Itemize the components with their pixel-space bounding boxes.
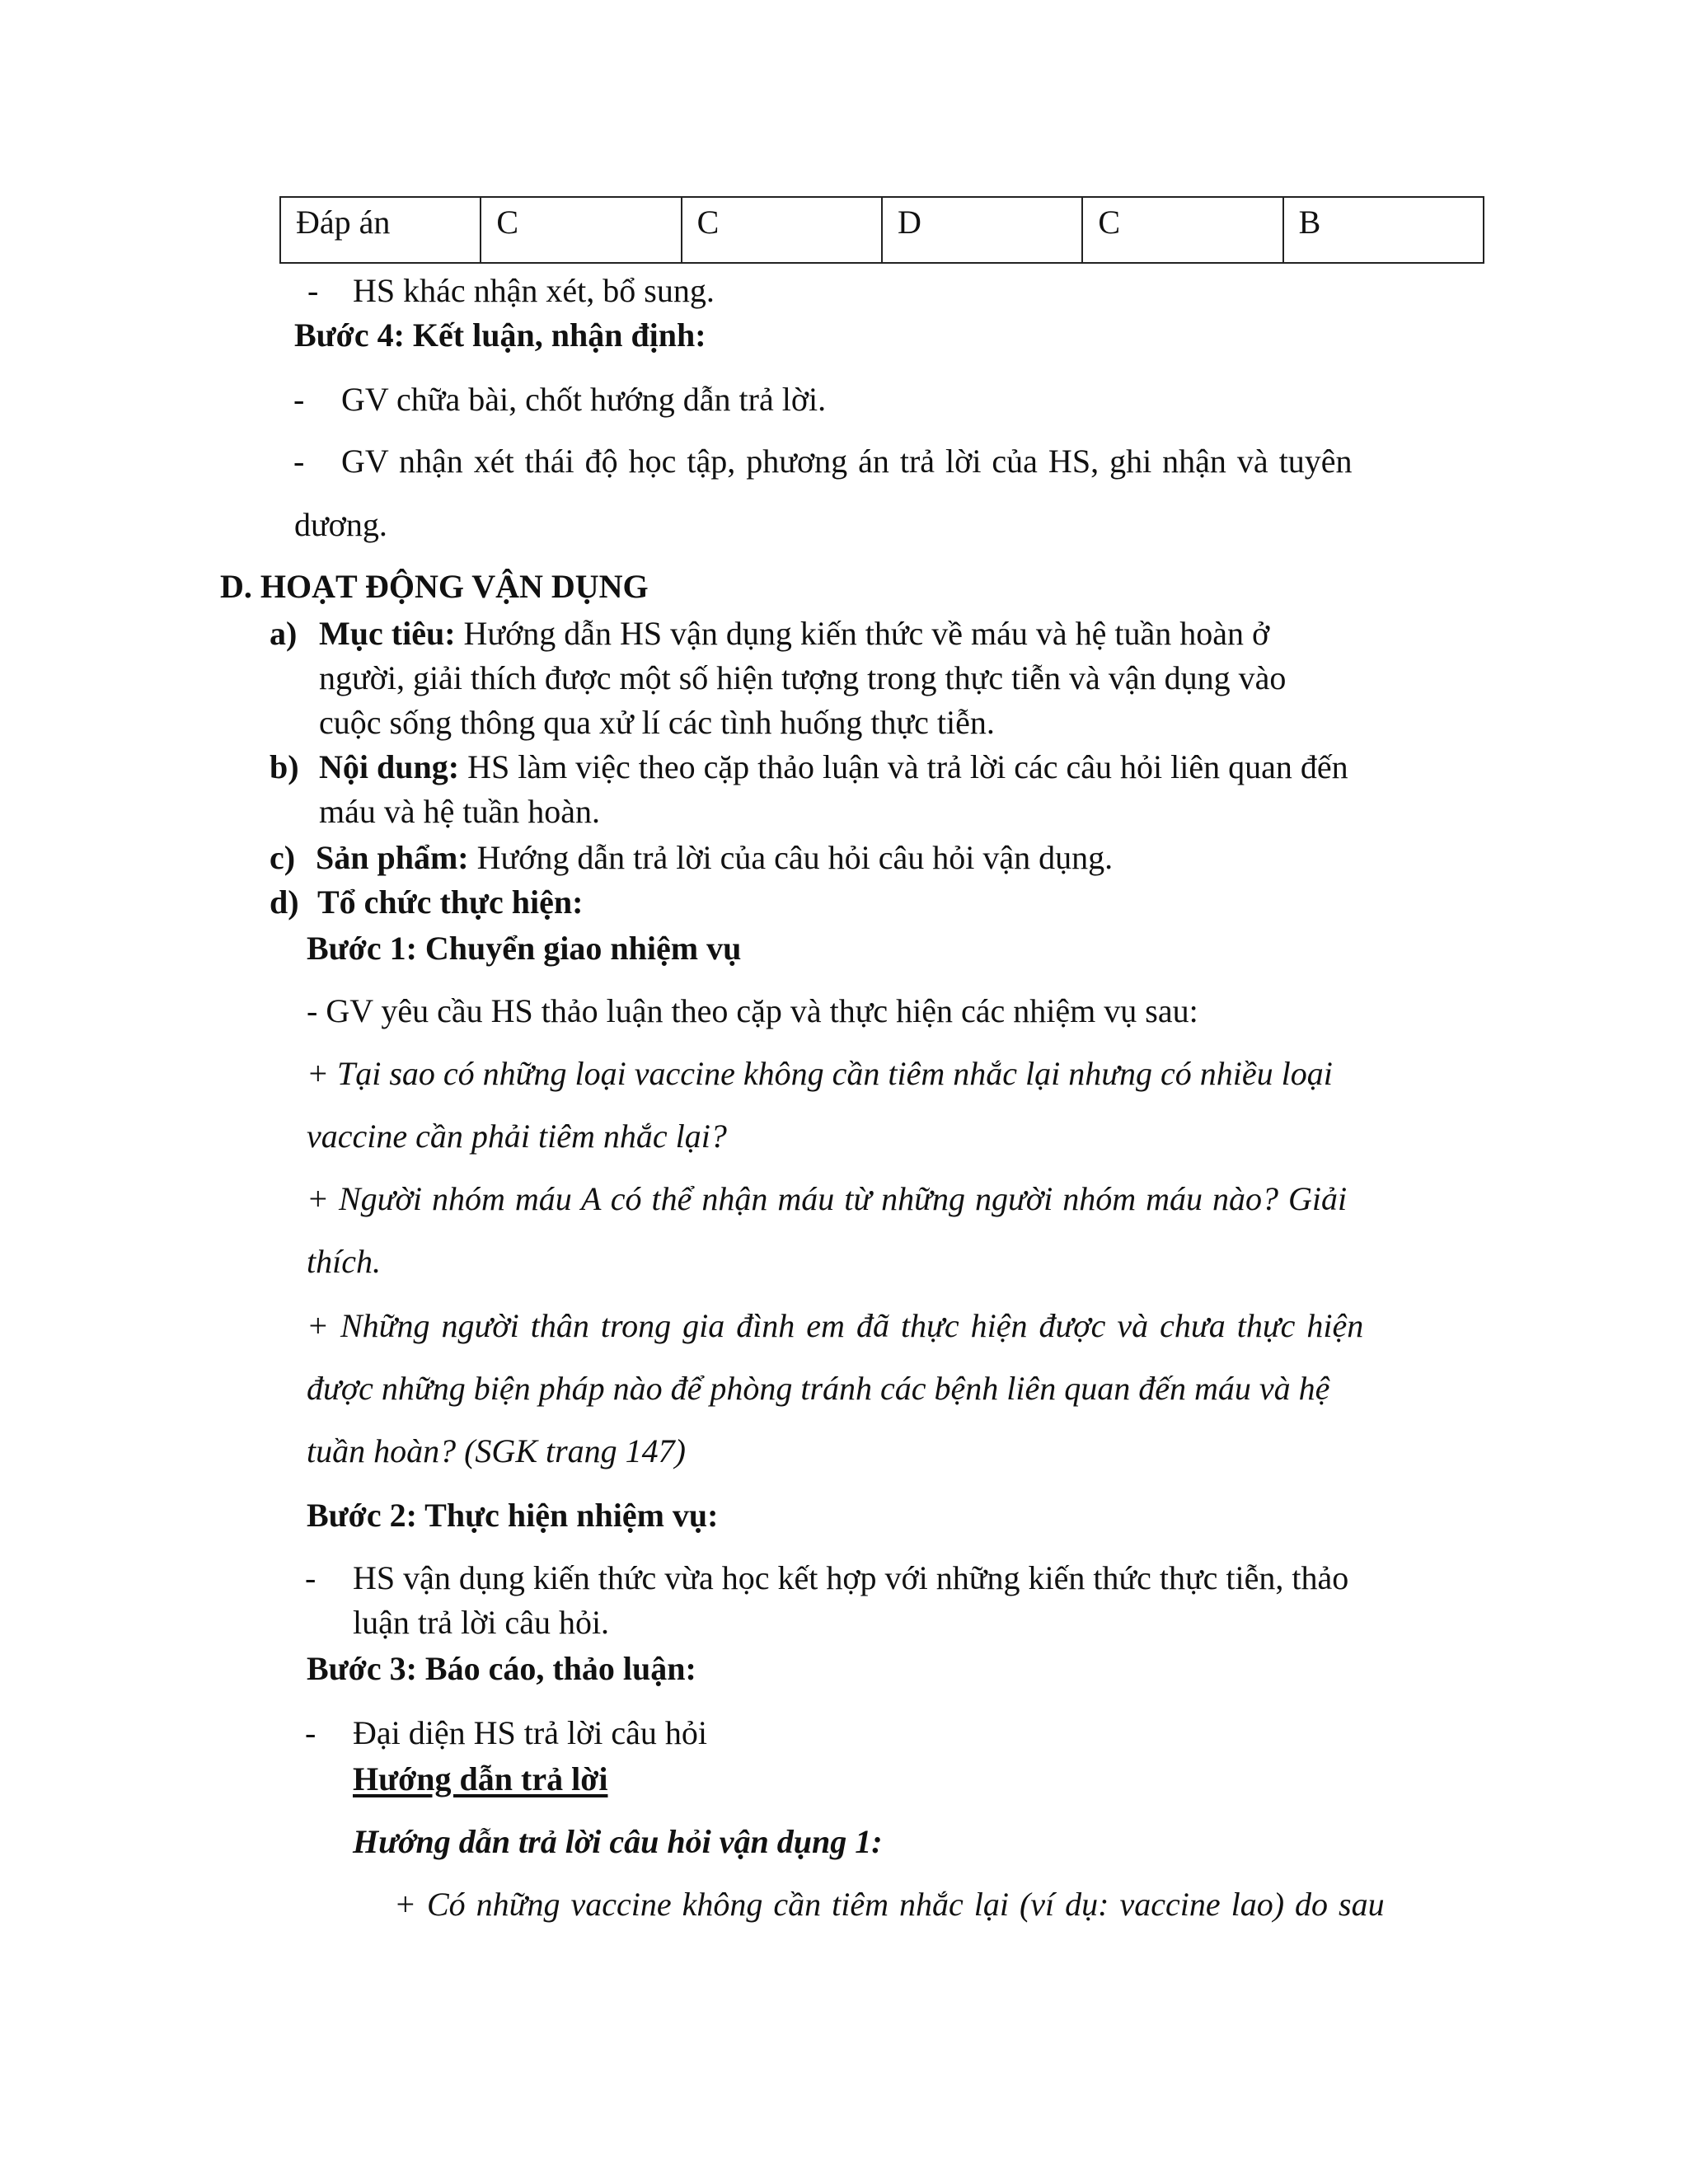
question-3-line-3: tuần hoàn? (SGK trang 147): [307, 1432, 686, 1469]
item-d-label: Tổ chức thực hiện:: [317, 883, 584, 921]
guide-question-1-heading: Hướng dẫn trả lời câu hỏi vận dụng 1:: [353, 1823, 883, 1860]
bullet-dash: -: [305, 1559, 316, 1596]
question-3-line-2: được những biện pháp nào để phòng tránh các bệnh liên quan đến máu và hệ: [307, 1370, 1330, 1407]
answer-cell-1: C: [481, 197, 681, 263]
item-b-label: Nội dung:: [319, 748, 460, 785]
item-c-marker: c): [270, 839, 296, 876]
item-d-marker: d): [270, 883, 299, 921]
step3-bullet: Đại diện HS trả lời câu hỏi: [353, 1714, 707, 1751]
item-c-text: Hướng dẫn trả lời của câu hỏi câu hỏi vận dụng.: [468, 839, 1114, 876]
guide-heading: Hướng dẫn trả lời: [353, 1760, 608, 1797]
section-d-title: D. HOẠT ĐỘNG VẬN DỤNG: [220, 568, 649, 605]
answer-cell-3: D: [882, 197, 1082, 263]
table-row: [280, 197, 1484, 263]
item-a-label: Mục tiêu:: [319, 615, 456, 652]
step4-bullet-2-line-2: dương.: [294, 506, 387, 543]
step4-bullet-1: GV chữa bài, chốt hướng dẫn trả lời.: [341, 381, 827, 418]
step3-heading: Bước 3: Báo cáo, thảo luận:: [307, 1650, 696, 1687]
bullet-dash: -: [293, 443, 305, 480]
item-b-line-1: [319, 748, 1348, 785]
step2-heading: Bước 2: Thực hiện nhiệm vụ:: [307, 1497, 719, 1534]
bullet-dash: -: [305, 1714, 316, 1751]
item-b-text: HS làm việc theo cặp thảo luận và trả lời các câu hỏi liên quan đến: [459, 748, 1348, 785]
peer-review-text: HS khác nhận xét, bổ sung.: [353, 272, 715, 309]
item-a-line-2: người, giải thích được một số hiện tượng trong thực tiễn và vận dụng vào: [319, 659, 1287, 696]
question-1-line-1: + Tại sao có những loại vaccine không cần tiêm nhắc lại nhưng có nhiều loại: [307, 1055, 1333, 1092]
answer-cell-5: B: [1283, 197, 1484, 263]
question-2-line-2: thích.: [307, 1243, 381, 1280]
question-3-line-1: + Những người thân trong gia đình em đã thực hiện được và chưa thực hiện: [307, 1307, 1364, 1344]
item-a-line-3: cuộc sống thông qua xử lí các tình huống thực tiễn.: [319, 704, 995, 741]
answer-cell-2: C: [682, 197, 882, 263]
item-a-line-1: [319, 617, 1269, 650]
bullet-dash: -: [293, 381, 305, 418]
answer-table-label: Đáp án: [280, 197, 481, 263]
bullet-dash: -: [307, 272, 319, 309]
step2-bullet-line-2: luận trả lời câu hỏi.: [353, 1604, 610, 1641]
answer-table: [279, 196, 1484, 264]
answer-cell-4: C: [1082, 197, 1282, 263]
step4-heading: Bước 4: Kết luận, nhận định:: [294, 316, 706, 354]
step1-intro: - GV yêu cầu HS thảo luận theo cặp và thực hiện các nhiệm vụ sau:: [307, 992, 1198, 1029]
guide-question-1-line-1: + Có những vaccine không cần tiêm nhắc lại (ví dụ: vaccine lao) do sau: [394, 1886, 1385, 1923]
item-c-label: Sản phẩm:: [316, 839, 469, 876]
question-2-line-1: + Người nhóm máu A có thể nhận máu từ những người nhóm máu nào? Giải: [307, 1180, 1348, 1217]
step1-heading: Bước 1: Chuyển giao nhiệm vụ: [307, 930, 742, 967]
step4-bullet-2-line-1: GV nhận xét thái độ học tập, phương án trả lời của HS, ghi nhận và tuyên: [341, 443, 1353, 480]
item-a-text: Hướng dẫn HS vận dụng kiến thức về máu và hệ tuần hoàn ở: [455, 615, 1270, 652]
item-b-marker: b): [270, 748, 299, 785]
step2-bullet-line-1: HS vận dụng kiến thức vừa học kết hợp với những kiến thức thực tiễn, thảo: [353, 1559, 1349, 1596]
question-1-line-2: vaccine cần phải tiêm nhắc lại?: [307, 1118, 727, 1155]
item-a-marker: a): [270, 615, 298, 652]
item-b-line-2: máu và hệ tuần hoàn.: [319, 793, 600, 830]
item-c-line-1: [316, 841, 1113, 874]
